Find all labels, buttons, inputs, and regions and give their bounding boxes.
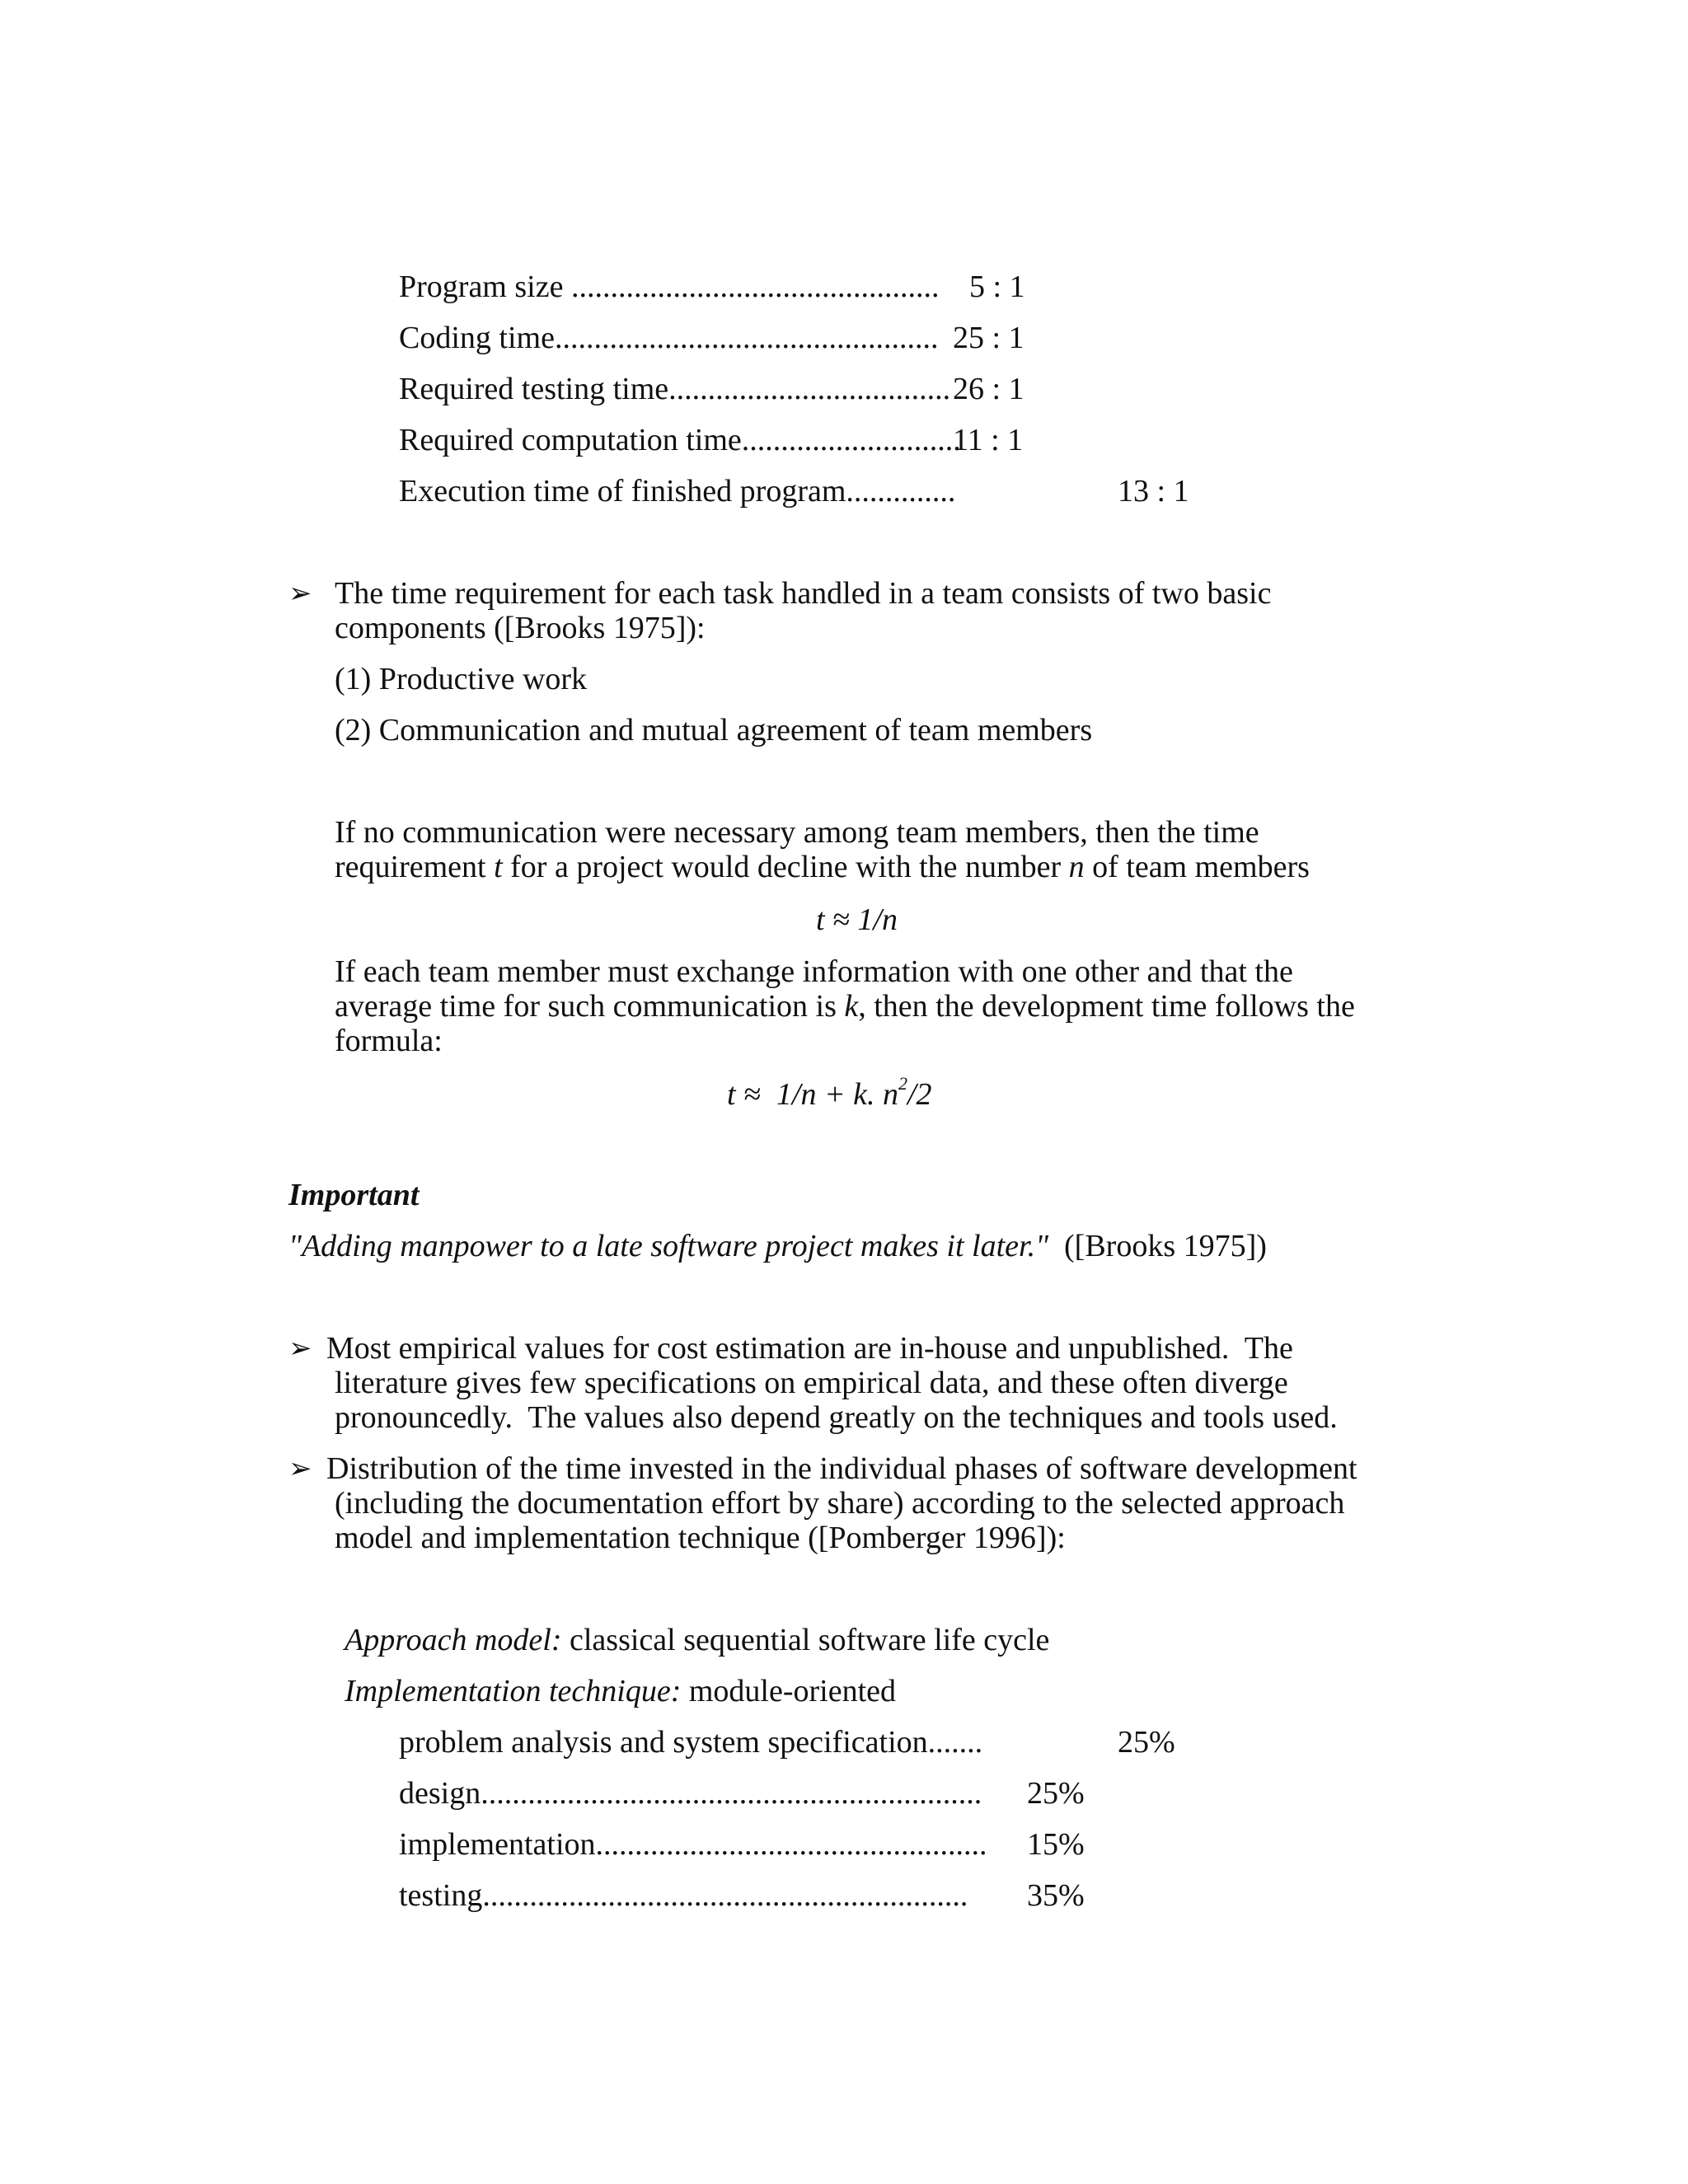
bullet-arrow-icon: ➢	[288, 1332, 312, 1365]
ratio-label: Coding time.................................................	[399, 321, 939, 355]
approach-model: Approach model: classical sequential software life cycle	[345, 1623, 1050, 1657]
phase-label: design................................................................	[399, 1776, 982, 1811]
implementation-technique: Implementation technique: module-oriented	[345, 1674, 897, 1708]
important-quote: "Adding manpower to a late software project makes it later."	[288, 1229, 1049, 1263]
para1-line2: requirement t for a project would decline with the number n of team members	[335, 850, 1310, 884]
ratio-label: Execution time of finished program..............	[399, 474, 956, 509]
ratio-value: 11 : 1	[953, 423, 1024, 457]
ratio-label: Required testing time....................................	[399, 372, 951, 406]
bullet3-line3: model and implementation technique ([Pomberger 1996]):	[335, 1521, 1066, 1555]
ratio-value: 25 : 1	[953, 321, 1025, 355]
formula-1: t ≈ 1/n	[816, 902, 898, 937]
ratio-value: 13 : 1	[1118, 474, 1189, 509]
bullet-arrow-icon: ➢	[288, 1452, 312, 1485]
bullet3-line2: (including the documentation effort by share) according to the selected approach	[335, 1486, 1345, 1521]
bullet1-item: (2) Communication and mutual agreement of team members	[335, 713, 1093, 748]
ratio-value: 26 : 1	[953, 372, 1025, 406]
phase-value: 15%	[1027, 1827, 1085, 1862]
bullet1-line1: The time requirement for each task handled in a team consists of two basic	[335, 576, 1272, 611]
phase-value: 25%	[1118, 1725, 1175, 1760]
ratio-value: 5 : 1	[969, 269, 1025, 304]
para2-line2: average time for such communication is k, then the development time follows the	[335, 989, 1355, 1024]
bullet2-line1: Most empirical values for cost estimation are in-house and unpublished. The	[326, 1331, 1293, 1366]
bullet1-item: (1) Productive work	[335, 662, 588, 696]
phase-label: implementation..................................................	[399, 1827, 987, 1862]
bullet2-line2: literature gives few specifications on empirical data, and these often diverge	[335, 1366, 1288, 1400]
para1-line1: If no communication were necessary among team members, then the time	[335, 815, 1259, 850]
phase-value: 25%	[1027, 1776, 1085, 1811]
phase-value: 35%	[1027, 1878, 1085, 1913]
phase-label: problem analysis and system specification.......	[399, 1725, 983, 1760]
ratio-label: Program size ...............................................	[399, 269, 940, 304]
formula-2: t ≈ 1/n + k. $n^2/2$	[727, 1073, 932, 1112]
bullet1-line2: components ([Brooks 1975]):	[335, 611, 706, 645]
para2-line1: If each team member must exchange information with one other and that the	[335, 954, 1293, 989]
bullet-arrow-icon: ➢	[288, 577, 312, 610]
important-heading: Important	[288, 1178, 420, 1212]
important-quote-line	[288, 1228, 1267, 1264]
ratio-label: Required computation time............................	[399, 423, 961, 457]
bullet2-line3: pronouncedly. The values also depend greatly on the techniques and tools used.	[335, 1400, 1338, 1435]
bullet3-line1: Distribution of the time invested in the individual phases of software development	[326, 1451, 1357, 1486]
phase-label: testing..............................................................	[399, 1878, 968, 1913]
important-citation: ([Brooks 1975])	[1064, 1229, 1267, 1263]
para2-line3: formula:	[335, 1024, 443, 1058]
